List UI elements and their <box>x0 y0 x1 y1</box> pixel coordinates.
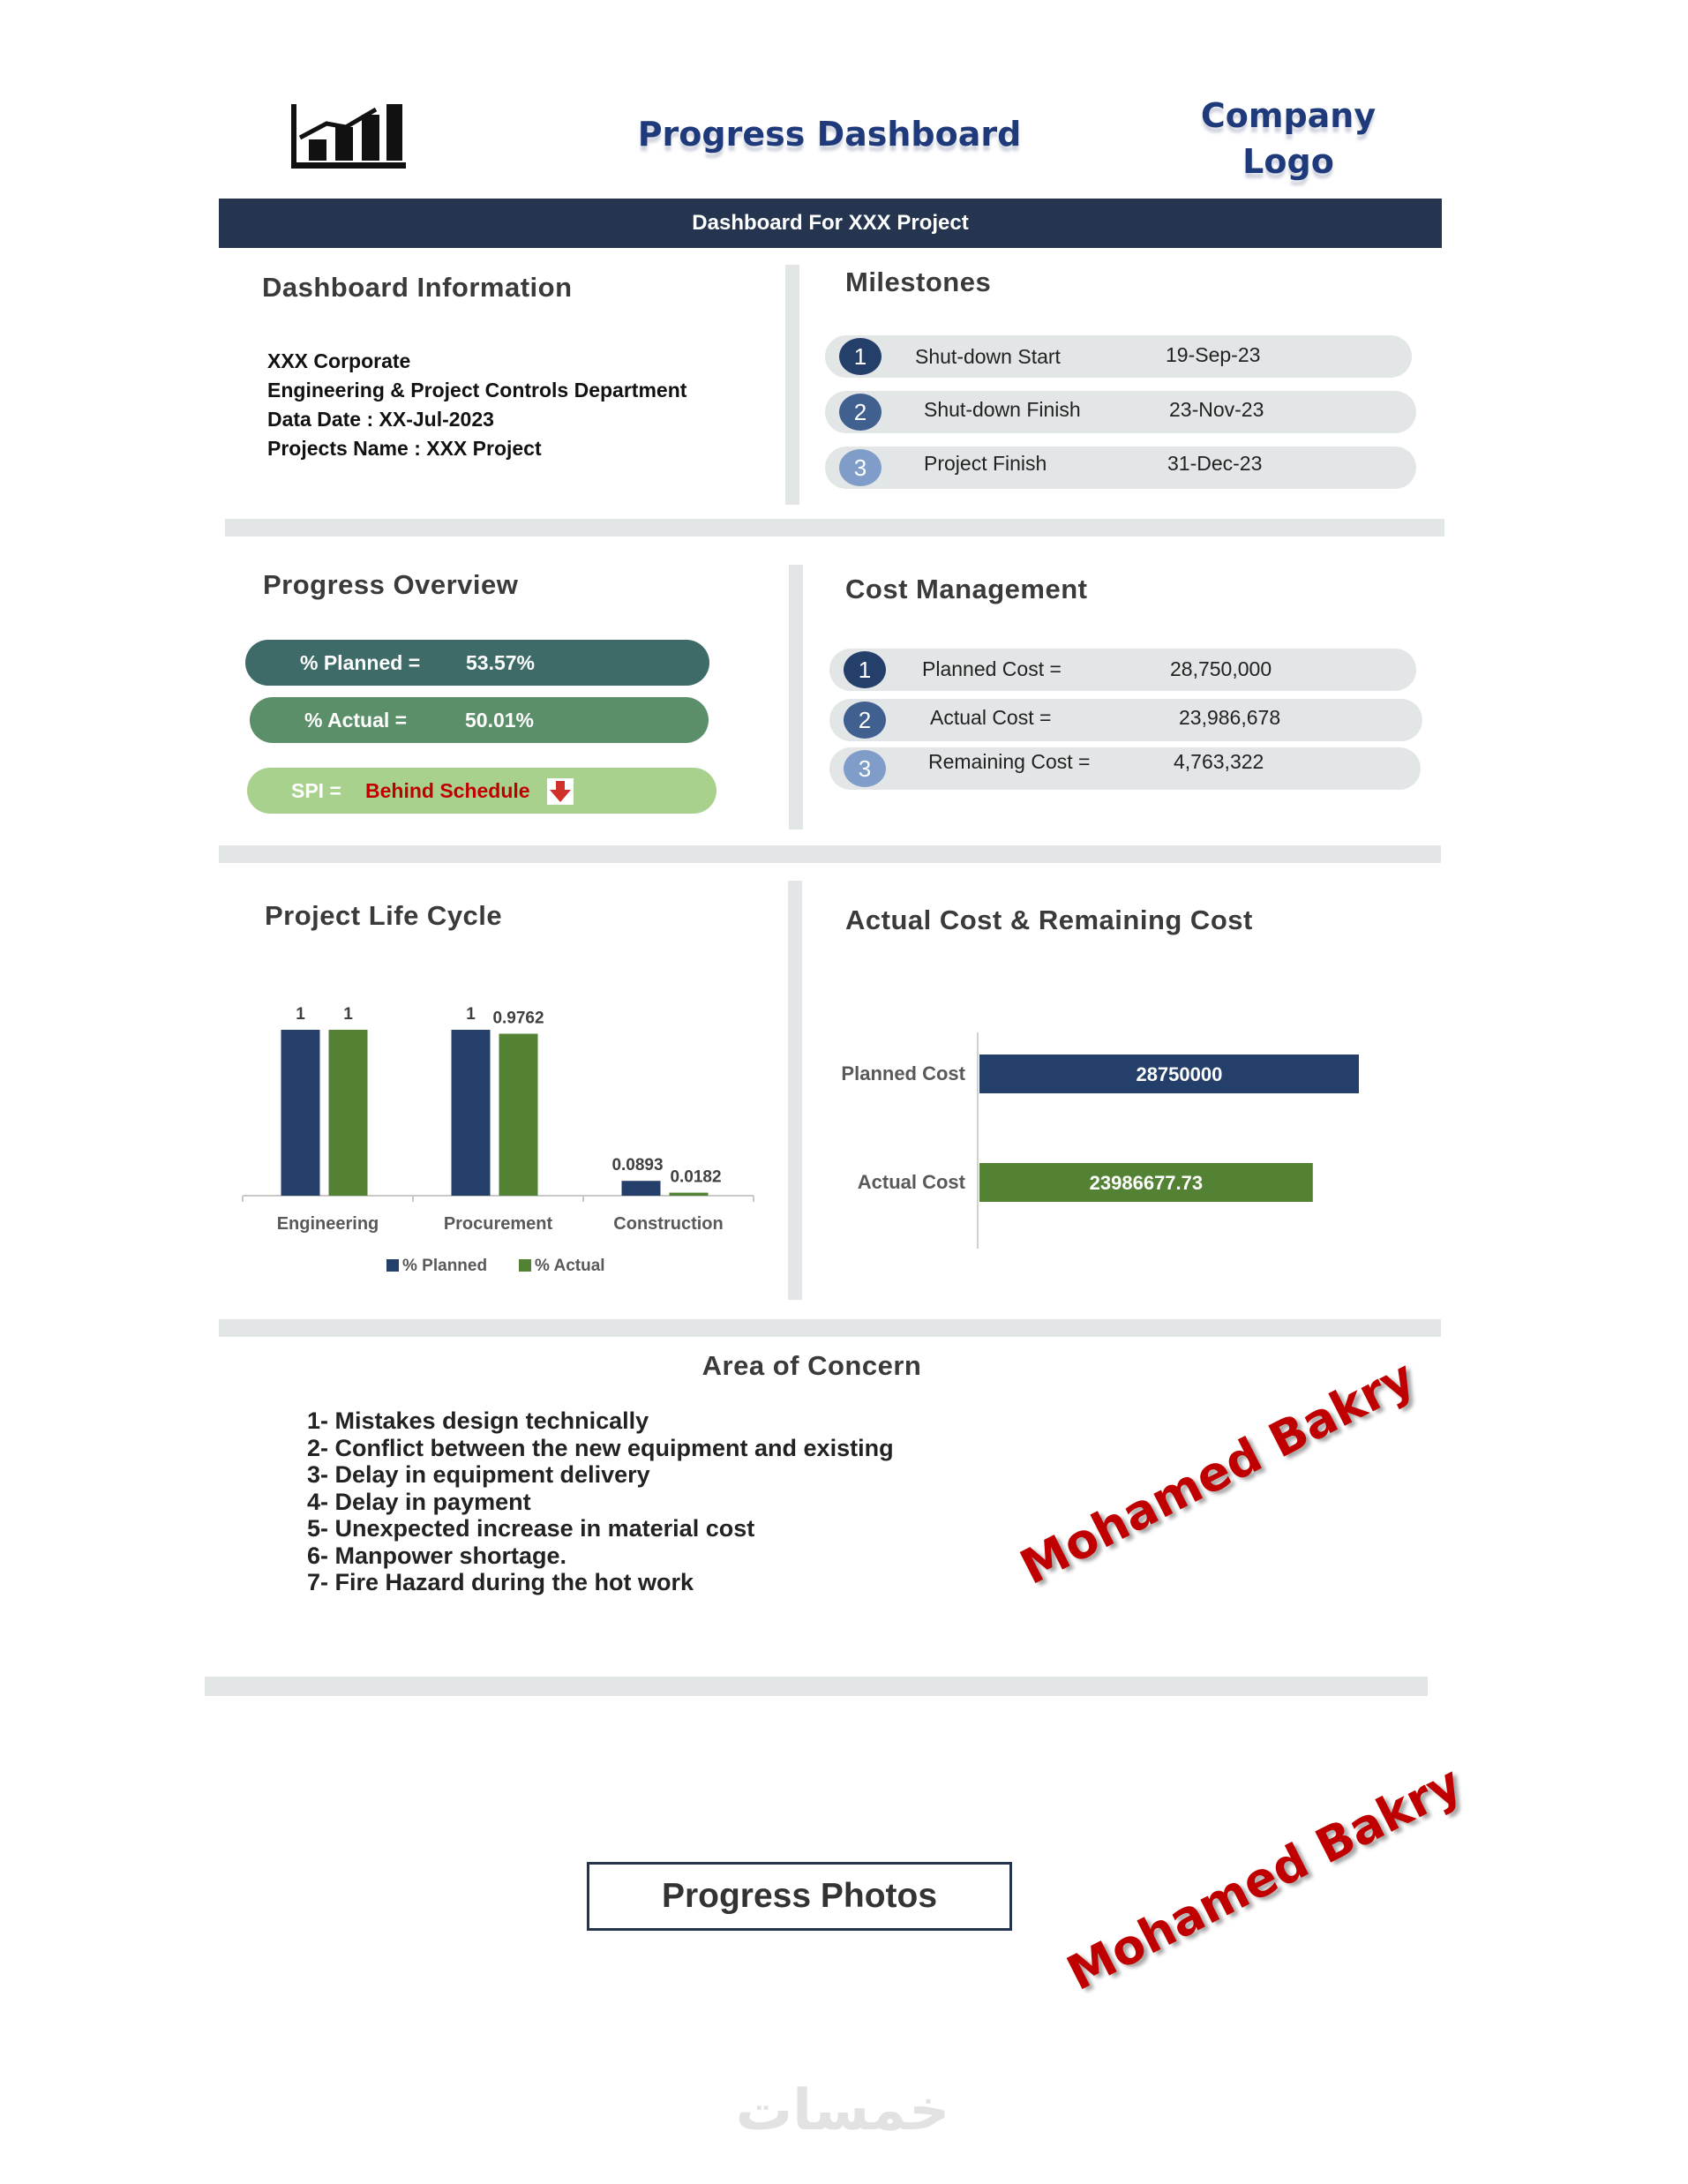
category-label: Construction <box>613 1214 724 1234</box>
cost-number: 2 <box>844 702 886 739</box>
cost-item <box>829 747 1421 790</box>
concern-item: 7- Fire Hazard during the hot work <box>307 1569 694 1595</box>
life-cycle-title: Project Life Cycle <box>265 900 503 931</box>
spi-value: Behind Schedule <box>365 779 530 802</box>
watermark: Mohamed Bakry <box>1011 1348 1423 1595</box>
page-title: Progress Dashboard <box>637 115 1022 154</box>
milestone-label: Shut-down Finish <box>924 398 1081 421</box>
milestones-title: Milestones <box>845 266 992 297</box>
milestone-date: 23-Nov-23 <box>1169 398 1264 421</box>
dashboard-info-block <box>267 347 686 463</box>
progress-overview-title: Progress Overview <box>263 569 519 600</box>
footer-watermark: خمسات <box>735 2078 950 2143</box>
milestone-item <box>825 391 1416 433</box>
milestone-number: 1 <box>839 338 882 375</box>
data-label: 1 <box>343 1005 353 1024</box>
vertical-divider <box>785 265 799 505</box>
concern-title: Area of Concern <box>701 1350 922 1381</box>
section-divider <box>219 1319 1441 1337</box>
section-divider <box>225 519 1444 537</box>
cost-management-title: Cost Management <box>845 574 1088 604</box>
legend-swatch <box>386 1259 399 1272</box>
cost-chart-title: Actual Cost & Remaining Cost <box>845 904 1253 935</box>
milestone-label: Shut-down Start <box>915 345 1061 368</box>
cost-label: Actual Cost = <box>930 706 1052 729</box>
dashboard-info-title: Dashboard Information <box>262 272 573 303</box>
planned-progress-pill <box>245 640 709 686</box>
cost-value: 4,763,322 <box>1174 750 1264 773</box>
info-line: Data Date : XX-Jul-2023 <box>267 408 494 431</box>
cost-label: Remaining Cost = <box>928 750 1091 773</box>
vertical-divider <box>788 881 802 1300</box>
life-cycle-chart <box>229 979 768 1280</box>
data-label: 0.9762 <box>492 1009 544 1028</box>
milestone-item <box>825 447 1416 489</box>
spi-label: SPI = <box>291 779 341 802</box>
project-banner: Dashboard For XXX Project <box>219 199 1442 248</box>
concern-item: 5- Unexpected increase in material cost <box>307 1515 755 1542</box>
bar-actual-procurement <box>499 1033 538 1196</box>
planned-value: 53.57% <box>466 651 536 674</box>
bar-actual-construction <box>670 1193 709 1196</box>
data-label: 0.0182 <box>670 1167 722 1187</box>
spi-pill <box>247 768 716 814</box>
actual-label: % Actual = <box>304 709 408 732</box>
cost-number: 3 <box>844 750 886 787</box>
cost-value: 28,750,000 <box>1170 657 1272 680</box>
bar-planned-procurement <box>452 1030 491 1196</box>
bar-planned-engineering <box>281 1030 320 1196</box>
legend-label: % Planned <box>402 1257 488 1275</box>
data-label: 28750000 <box>1136 1063 1223 1085</box>
concern-item: 4- Delay in payment <box>307 1488 531 1515</box>
cost-item <box>829 699 1422 741</box>
vertical-divider <box>789 565 803 829</box>
bar-chart-icon <box>291 104 406 170</box>
concern-item: 6- Manpower shortage. <box>307 1542 567 1569</box>
legend-swatch <box>519 1259 531 1272</box>
actual-value: 50.01% <box>465 709 535 732</box>
data-label: 1 <box>296 1005 305 1024</box>
info-line: Projects Name : XXX Project <box>267 437 542 460</box>
legend-label: % Actual <box>535 1257 605 1275</box>
milestone-number: 2 <box>839 394 882 431</box>
section-divider <box>219 845 1441 863</box>
milestone-label: Project Finish <box>924 452 1047 475</box>
watermark: Mohamed Bakry <box>1058 1754 1470 2001</box>
data-label: 1 <box>466 1005 476 1024</box>
data-label: 23986677.73 <box>1089 1172 1204 1194</box>
down-arrow-icon <box>547 778 574 805</box>
cost-number: 1 <box>844 651 886 688</box>
info-line: Engineering & Project Controls Department <box>267 379 687 402</box>
section-divider <box>205 1677 1428 1696</box>
milestone-date: 19-Sep-23 <box>1166 343 1261 366</box>
bar-planned-construction <box>622 1181 661 1196</box>
bar-actual-engineering <box>329 1030 368 1196</box>
company-logo <box>1156 93 1421 184</box>
actual-progress-pill <box>250 697 709 743</box>
cost-label: Planned Cost = <box>922 657 1062 680</box>
concern-item: 3- Delay in equipment delivery <box>307 1461 650 1488</box>
cost-chart <box>812 1015 1359 1262</box>
company-logo-line1: Company <box>1200 96 1377 135</box>
concern-list <box>307 1407 894 1596</box>
concern-item: 2- Conflict between the new equipment and existing <box>307 1434 894 1461</box>
milestone-item <box>825 335 1412 378</box>
category-label: Procurement <box>443 1214 553 1234</box>
cost-value: 23,986,678 <box>1179 706 1281 729</box>
category-label: Planned Cost <box>841 1062 965 1084</box>
milestone-number: 3 <box>839 449 882 486</box>
milestone-date: 31-Dec-23 <box>1167 452 1263 475</box>
progress-photos-box: Progress Photos <box>587 1862 1012 1931</box>
category-label: Engineering <box>276 1214 379 1234</box>
cost-item <box>829 649 1416 691</box>
info-line: XXX Corporate <box>267 349 411 372</box>
category-label: Actual Cost <box>857 1171 965 1193</box>
company-logo-line2: Logo <box>1242 142 1334 181</box>
planned-label: % Planned = <box>300 651 421 674</box>
data-label: 0.0893 <box>611 1156 664 1175</box>
concern-item: 1- Mistakes design technically <box>307 1407 649 1434</box>
